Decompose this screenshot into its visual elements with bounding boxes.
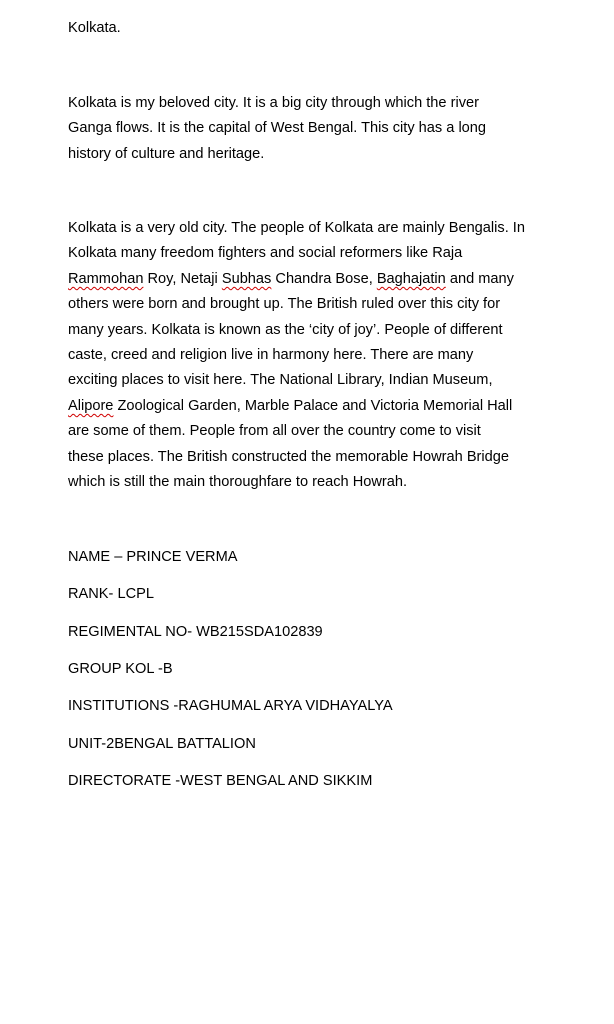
- paragraph-line: Ganga flows. It is the capital of West Bengal. This city has a long: [68, 120, 487, 137]
- signature-group: GROUP KOL -B: [68, 661, 173, 677]
- paragraph-line: these places. The British constructed the memorable Howrah Bridge: [68, 448, 510, 465]
- document-title: Kolkata.: [68, 20, 121, 36]
- signature-rank: RANK- LCPL: [68, 586, 154, 602]
- paragraph-intro: [68, 91, 548, 167]
- paragraph-text: Zoological Garden, Marble Palace and Victoria Memorial Hall: [113, 397, 513, 414]
- spellcheck-word[interactable]: Baghajatin: [376, 270, 446, 287]
- signature-directorate: DIRECTORATE -WEST BENGAL AND SIKKIM: [68, 773, 373, 789]
- paragraph-history: [68, 216, 548, 495]
- paragraph-line: many years. Kolkata is known as the ‘city of joy’. People of different: [68, 321, 503, 338]
- signature-unit: UNIT-2BENGAL BATTALION: [68, 736, 256, 752]
- paragraph-line: which is still the main thoroughfare to reach Howrah.: [68, 474, 408, 491]
- spellcheck-word[interactable]: Subhas: [221, 270, 272, 287]
- paragraph-line: others were born and brought up. The British ruled over this city for: [68, 296, 501, 313]
- paragraph-line: [68, 394, 548, 419]
- paragraph-line: Kolkata many freedom fighters and social reformers like Raja: [68, 245, 463, 262]
- spellcheck-word[interactable]: Rammohan: [68, 270, 144, 287]
- paragraph-line: [68, 267, 548, 292]
- paragraph-line: Kolkata is a very old city. The people of Kolkata are mainly Bengalis. In: [68, 220, 525, 236]
- signature-regimental-no: REGIMENTAL NO- WB215SDA102839: [68, 624, 323, 640]
- paragraph-line: caste, creed and religion live in harmony here. There are many: [68, 347, 474, 364]
- signature-name: NAME – PRINCE VERMA: [68, 549, 238, 565]
- spellcheck-word[interactable]: Alipore: [68, 397, 114, 414]
- paragraph-line: exciting places to visit here. The National Library, Indian Museum,: [68, 372, 493, 389]
- paragraph-line: history of culture and heritage.: [68, 145, 265, 162]
- paragraph-text: and many: [445, 270, 514, 287]
- signature-institutions: INSTITUTIONS -RAGHUMAL ARYA VIDHAYALYA: [68, 698, 393, 714]
- paragraph-text: Chandra Bose,: [271, 270, 377, 287]
- paragraph-line: are some of them. People from all over the country come to visit: [68, 423, 481, 440]
- paragraph-text: Roy, Netaji: [143, 270, 222, 287]
- paragraph-line: Kolkata is my beloved city. It is a big city through which the river: [68, 95, 479, 111]
